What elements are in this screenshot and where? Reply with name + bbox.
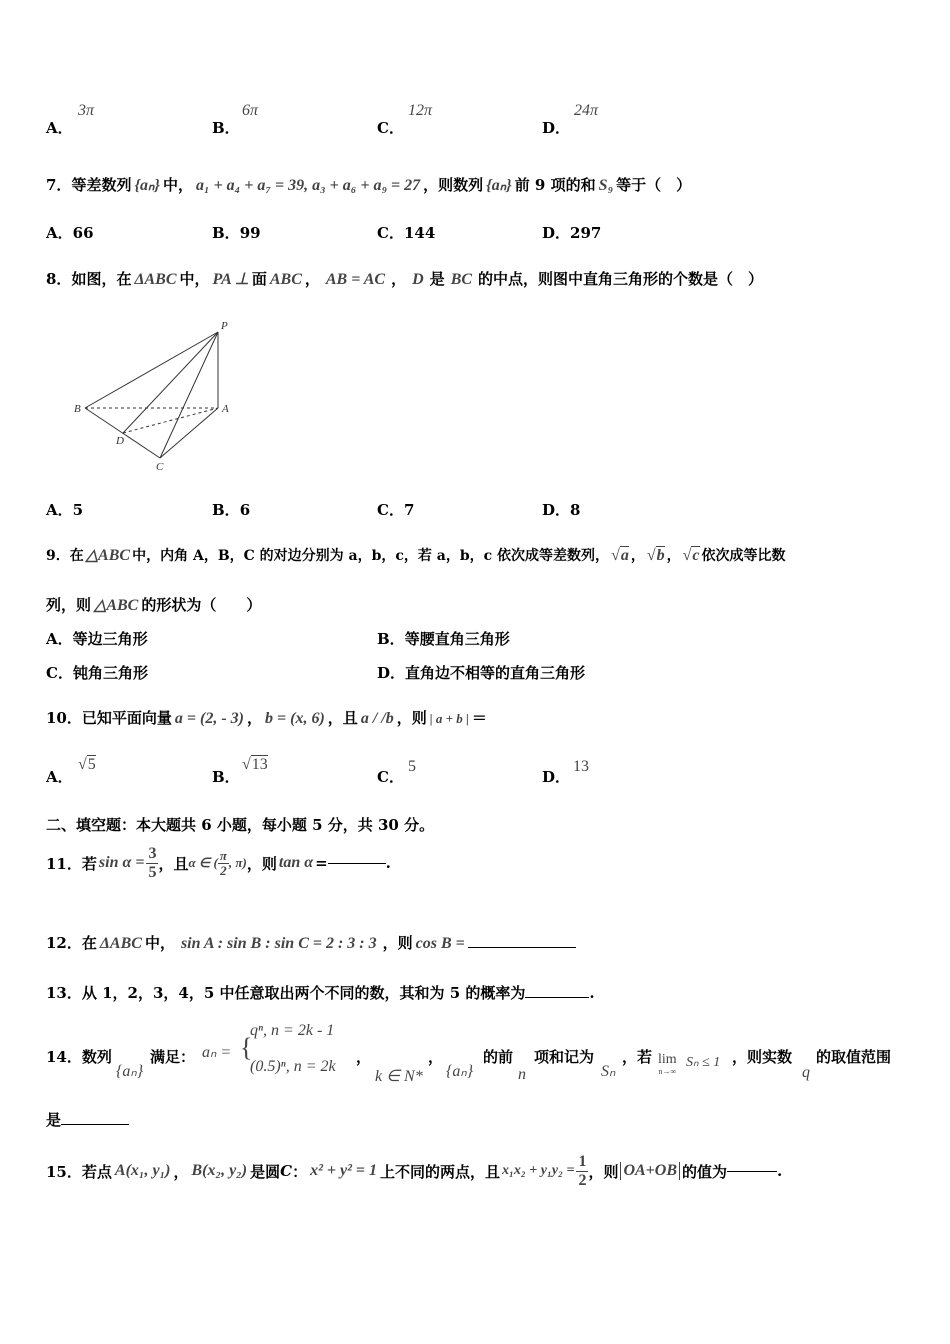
q8-text-1: 如图，在 [71,270,132,288]
q11-text-4: = [315,854,328,872]
q9-triangle: △ABC [85,547,131,564]
q8-option-a-value: 5 [72,501,84,519]
q11-text-3: ，则 [246,854,277,873]
q14-brace: { [240,1033,253,1062]
q14-lim-sub: n→∞ [658,1067,677,1076]
q10-stem [46,707,487,728]
q14-sequence-2: {aₙ} [446,1063,474,1080]
q14-answer-blank[interactable] [61,1124,129,1125]
q8-text-7: 的中点，则图中直角三角形的个数是（ ） [478,270,764,288]
q9-option-a [46,628,148,649]
q11-range-start: α ∈ ( [188,855,218,870]
q9-option-b-label: B． [377,630,405,648]
q9-option-c [46,662,148,683]
q10-text-5: ＝ [471,709,487,727]
q15-point-a: A(x₁, y₁) [114,1162,171,1179]
q6-option-c-label: C． [377,119,404,137]
q8-option-c-label: C． [377,501,404,519]
q10-text-1: 已知平面向量 [81,709,172,727]
q8-stem [46,268,763,289]
q7-condition: a₁ + a₄ + a₇ = 39, a₃ + a₆ + a₉ = 27 [195,177,421,194]
q9-option-b [377,628,510,649]
label-b: B [74,403,81,415]
q13-answer-blank[interactable] [525,997,589,998]
q7-text-4: 前 9 项的和 [514,176,596,194]
q9-sqrt-c: c [692,547,700,564]
q11-answer-blank[interactable] [328,863,386,864]
q8-triangle: ΔABC [134,271,177,288]
q10-number: 10． [46,709,82,727]
q15-text-3: 是圆 [250,1162,281,1181]
q7-option-d [542,222,601,243]
q10-option-b-value: √13 [242,756,268,773]
q10-text-2: ， [247,709,263,727]
q7-option-b-label: B． [212,224,240,242]
q8-text-5: ， [391,270,407,288]
q12-answer-blank[interactable] [468,947,576,948]
q7-sequence: {aₙ} [134,177,160,194]
q9-option-d [377,662,585,683]
edge-pc [160,332,218,458]
q8-pyramid-figure [70,312,240,477]
q11-tan: tan α [278,854,314,871]
q14-lim-rest: Sₙ ≤ 1 [686,1055,721,1070]
q15-circle-eq: x² + y² = 1 [310,1162,378,1179]
q7-option-c-value: 144 [403,224,436,242]
q15-frac-den: 2 [578,1171,587,1189]
edge-pd [123,332,218,433]
q11-frac-den: 5 [148,863,157,881]
q11-text-5: . [385,854,391,872]
q14-q: q [802,1064,810,1081]
q14-line-2 [46,1109,129,1130]
q8-equality: AB = AC [325,271,386,288]
q9-text-1: 在 [69,548,84,564]
edge-bc [85,408,160,458]
q14-text-6: ，若 [622,1048,653,1066]
q9-text-4: 列，则 [46,596,92,614]
q8-text-4: ， [304,270,320,288]
q11-text-1: 若 [81,854,97,873]
q12-ratio: sin A : sin B : sin C = 2 : 3 : 3 [180,935,377,952]
q8-option-a-label: A． [46,501,73,519]
q7-option-a-label: A． [46,224,73,242]
q10-abs-sum: | a + b | [429,711,469,726]
q10-sqrt-5: 5 [87,756,96,773]
q10-vector-a: a = (2, - 3) [174,710,244,727]
q9-option-c-label: C． [46,664,73,682]
q14-text-5: 项和记为 [534,1048,595,1066]
q11-sin: sin α = [98,854,145,871]
q15-text-7: 的值为 [682,1162,728,1181]
q8-option-c-value: 7 [403,501,415,519]
q7-option-c [377,222,435,243]
q11-fraction [146,845,158,882]
q6-option-b-label: B． [212,119,240,137]
q6-option-d-label: D． [542,119,571,137]
q9-option-d-label: D． [377,664,406,682]
label-d: D [116,435,124,447]
q10-option-a-label: A． [46,768,73,786]
q14-text-8: 的取值范围 [816,1048,892,1066]
q10-text-4: ，则 [396,709,427,727]
q15-fraction [576,1153,588,1190]
q13-text: 从 1，2，3，4，5 中任意取出两个不同的数，其和为 5 的概率为 [81,984,526,1002]
q10-text-3: ，且 [327,709,358,727]
q15-condition: x₁x₂ + y₁y₂ = [502,1163,575,1178]
q8-perpendicular: PA ⊥ [212,271,249,288]
q14-text-1: 数列 [81,1048,112,1066]
q12-triangle: ΔABC [99,935,142,952]
q10-option-d-value: 13 [573,758,589,775]
q11-stem [46,840,391,886]
q7-text-2: 中， [162,176,193,194]
q8-option-c [377,499,414,520]
q14-sequence: {aₙ} [116,1063,144,1080]
q9-number: 9． [46,548,70,564]
q11-text-2: ，且 [158,854,189,873]
q14-sum: Sₙ [601,1063,616,1080]
q15-text-5: 上不同的两点，且 [380,1162,501,1181]
q14-case-2: (0.5)ⁿ, n = 2k [250,1058,336,1075]
q14-text-3: ， [428,1048,444,1066]
q12-cos: cos B = [415,935,465,952]
q12-stem [46,932,576,953]
q10-vector-b: b = (x, 6) [265,710,325,727]
q15-text-4: ： [292,1162,308,1181]
q9-option-c-value: 钝角三角形 [72,664,148,682]
q15-point-b: B(x₂, y₂) [191,1162,248,1179]
q10-option-a-value: √5 [78,756,96,773]
q9-triangle-2: △ABC [94,597,139,614]
q9-option-b-value: 等腰直角三角形 [404,630,510,648]
q7-number: 7． [46,176,72,194]
q9-stem-line-2 [46,594,261,615]
q7-text-5: 等于（ ） [616,176,692,194]
q6-option-a-label: A． [46,119,73,137]
q14-text-7: ，则实数 [732,1048,793,1066]
q12-text-1: 在 [81,934,97,952]
q12-text-2: 中， [144,934,175,952]
q11-pi: π [219,847,227,863]
q14-lhs: aₙ = [202,1044,232,1061]
q9-option-d-value: 直角边不相等的直角三角形 [405,664,586,682]
q9-comma-2: ， [666,548,681,564]
q11-frac-num: 3 [148,844,157,862]
label-a: A [222,403,229,415]
q12-number: 12． [46,934,82,952]
q14-comma: ， [356,1048,372,1066]
q14-text-2: 满足： [150,1048,196,1066]
q14-text-4: 的前 [483,1048,514,1066]
q9-text-5: 的形状为（ ） [141,596,262,614]
q7-option-d-value: 297 [570,224,602,242]
q15-text-6: ，则 [588,1162,619,1181]
q9-text-3: 依次成等比数 [701,548,786,564]
q14-k-domain: k ∈ N* [375,1068,423,1085]
q14-number-t1 [46,1046,112,1067]
q10-option-c-value: 5 [408,758,416,775]
q15-end: . [777,1162,783,1180]
q8-option-d-label: D． [542,501,571,519]
q6-option-d-value: 24π [574,102,599,119]
q15-circle-c: C [280,1162,293,1180]
edge-pb [85,332,218,408]
q7-option-c-label: C． [377,224,404,242]
q8-number: 8． [46,270,72,288]
q9-option-a-label: A． [46,630,73,648]
label-p: P [221,320,228,332]
q14-n: n [518,1066,526,1083]
q15-text-1: 若点 [81,1162,112,1181]
q15-vector-sum: OA+OB [620,1162,680,1180]
q7-sum: S₉ [598,177,614,194]
q8-text-6: 是 [429,270,445,288]
q6-option-c-value: 12π [408,102,433,119]
q6-option-a-value: 3π [78,102,95,119]
q7-option-b [212,222,261,243]
q8-option-d [542,499,580,520]
q7-sequence-2: {aₙ} [486,177,512,194]
q8-segment: BC [450,271,473,288]
q7-option-a [46,222,94,243]
q10-sqrt-13: 13 [251,756,268,773]
q7-option-b-value: 99 [239,224,261,242]
label-c: C [156,461,164,473]
q14-text-9: 是 [46,1111,62,1129]
q7-stem [46,174,691,195]
q9-comma-1: ， [630,548,645,564]
q7-text-3: ，则数列 [423,176,484,194]
q14-limit [658,1054,677,1078]
q14-number: 14． [46,1048,82,1066]
q9-stem-line-1: 9．在 △ABC 中，内角 A，B，C 的对边分别为 a，b，c，若 a，b，c 依次成等差数列， √a ， √b ， √c 依次成等比数 [46,547,786,564]
q10-option-d-label: D． [542,768,571,786]
q13-end: . [589,984,595,1002]
q12-text-3: ，则 [382,934,413,952]
q15-number: 15． [46,1162,82,1181]
q7-option-d-label: D． [542,224,571,242]
q7-text-1: 等差数列 [71,176,132,194]
q8-point-d: D [412,271,424,288]
q15-frac-num: 1 [578,1152,587,1170]
q13-number: 13． [46,984,82,1002]
q8-text-2: 中， [179,270,210,288]
q6-option-b-value: 6π [242,102,259,119]
q11-range-fraction [218,849,229,878]
q8-text-3: 面 [251,270,267,288]
q14-lim: lim [658,1052,677,1067]
q9-sqrt-a: a [620,547,629,564]
q7-option-a-value: 66 [72,224,94,242]
q8-option-d-value: 8 [570,501,581,519]
q11-two: 2 [220,862,227,878]
q8-option-b [212,499,250,520]
q10-option-c-label: C． [377,768,404,786]
section-2-title: 二、填空题：本大题共 6 小题，每小题 5 分，共 30 分。 [46,816,435,834]
q8-plane: ABC [269,271,302,288]
q15-answer-blank[interactable] [727,1171,777,1172]
q13-stem [46,982,595,1003]
q9-option-a-value: 等边三角形 [72,630,148,648]
q10-parallel: a / /b [360,710,394,727]
q8-option-a [46,499,83,520]
q10-option-b-label: B． [212,768,240,786]
q11-number: 11． [46,854,82,873]
q9-sqrt-b: b [656,547,665,564]
q15-text-2: ， [173,1162,189,1181]
q15-stem [46,1148,782,1194]
q9-text-2: 中，内角 A，B，C 的对边分别为 a，b，c，若 a，b，c 依次成等差数列， [132,548,610,564]
q14-case-1: qⁿ, n = 2k - 1 [250,1022,335,1039]
q8-option-b-value: 6 [239,501,251,519]
q8-option-b-label: B． [212,501,240,519]
q11-range-end: , π) [228,855,247,870]
